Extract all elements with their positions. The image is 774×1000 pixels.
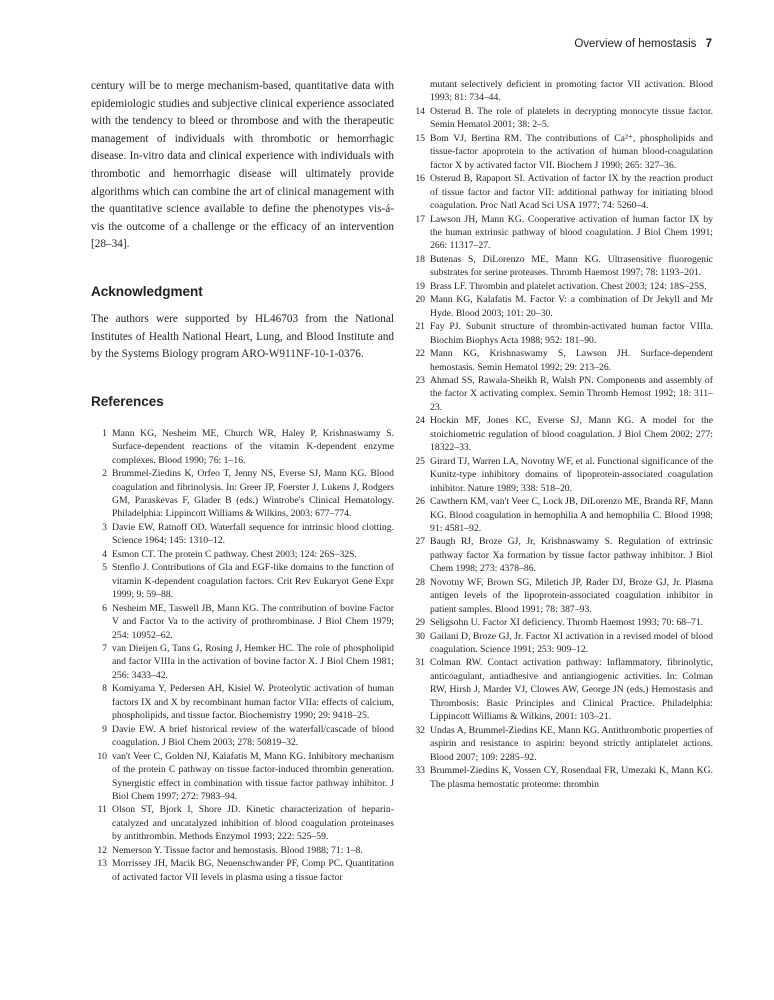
reference-text: Brummel-Ziedins K, Orfeo T, Jenny NS, Everse SJ, Mann KG. Blood coagulation and fibrinolysis. In: Greer JP, Foerster J, Lukens J, Rodgers GM, Paraskevas F, Glader B (eds.) Wintrobe's Clinical Hematology. Philadelphia: Lippincott Williams & Wilkins, 2003: 677–774. [112,468,394,520]
reference-text: Girard TJ, Warren LA, Novotny WF, et al. Functional significance of the Kunitz-type inhibitory domains of lipoprotein-associated coagulation inhibitor. Nature 1989; 338: 518–20. [430,455,713,494]
reference-number: 3 [102,521,107,533]
reference-text: Davie EW, Ratnoff OD. Waterfall sequence for intrinsic blood clotting. Science 1964; 145: 1310–12. [112,521,394,547]
reference-number: 16 [415,173,425,185]
reference-text: Esmon CT. The protein C pathway. Chest 2003; 124: 26S–32S. [112,548,357,560]
references-heading: References [91,393,164,409]
intro-paragraph: century will be to merge mechanism-based, quantitative data with epidemiologic studies and subjective clinical experience associated with the tendency to bleed or thrombose and with the therapeutic management of individuals with thrombotic or hemorrhagic disease. In-vitro data and clinical experience with individuals with thrombotic and hemorrhagic disease will ultimately provide algorithms which can combine the art of clinical management with the quantitative science available to define the phenotypes vis-á-vis the outcome of a challenge or the efficacy of an intervention [28–34]. [91,80,394,251]
reference-item [91,682,394,722]
reference-number: 28 [415,576,425,588]
reference-item [91,548,394,561]
reference-text: Cawthern KM, van't Veer C, Lock JB, DiLorenzo ME, Branda RF, Mann KG. Blood coagulation in hemophilia A and hemophilia C. Blood 1998; 91: 4581–92. [430,496,713,534]
reference-text: Davie EW. A brief historical review of the waterfall/cascade of blood coagulation. J Biol Chem 2003; 278: 50819–32. [112,723,394,749]
reference-number: 22 [415,348,425,360]
reference-item [91,521,394,548]
reference-item [410,724,713,764]
reference-item [410,630,713,657]
reference-text: Brass LF. Thrombin and platelet activation. Chest 2003; 124: 18S–25S. [430,280,707,292]
left-column [91,78,394,884]
reference-number: 24 [415,415,425,427]
reference-text: Morrissey JH, Macik BG, Neuenschwander PF, Comp PC. Quantitation of activated factor VII levels in plasma using a tissue factor [112,858,394,883]
reference-item [410,764,713,791]
reference-text: Osterud B, Rapaport SI. Activation of factor IX by the reaction product of tissue factor and factor VII: additional pathway for initiating blood coagulation. Proc Natl Acad Sci USA 1977; 74: 5260–4. [430,173,713,212]
reference-text: Butenas S, DiLorenzo ME, Mann KG. Ultrasensitive fluorogenic substrates for serine proteases. Thromb Haemost 1997; 78: 1193–201. [430,253,713,279]
reference-text: Lawson JH, Mann KG. Cooperative activation of human factor IX by the human extrinsic pathway of blood coagulation. J Biol Chem 1991; 266: 11317–27. [430,213,713,252]
reference-number: 18 [415,253,425,265]
reference-text: Bom VJ, Bertina RM. The contributions of Ca²⁺, phospholipids and tissue-factor apoprotein to the activation of human blood-coagulation factor X by activated factor VII. Biochem J 1990; 265: 327–36. [430,132,713,171]
reference-number: 10 [97,750,107,762]
right-column [410,78,713,791]
reference-text: Osterud B. The role of platelets in decrypting monocyte tissue factor. Semin Hematol 2001; 38: 2–5. [430,105,713,131]
reference-text: Nesheim ME, Taswell JB, Mann KG. The contribution of bovine Factor V and Factor Va to the activity of prothrombinase. J Biol Chem 1979; 254: 10952–62. [112,602,394,641]
reference-item [410,320,713,347]
reference-item [410,616,713,629]
reference-item [410,293,713,320]
reference-item [91,844,394,857]
references-list-right [410,105,713,791]
reference-text: Colman RW. Contact activation pathway: Inflammatory, fibrinolytic, anticoagulant, antiadhesive and antiangiogenic activities. In: Colman RW, Hirsh J, Marder VJ, Clowes AW, George JN (eds.) Hemostasis and Thrombosis: Basic Principles and Clinical Practice. Philadelphia: Lippincott Williams & Wilkins, 2001: 103–21. [430,657,713,723]
reference-text: Mann KG, Kalafatis M. Factor V: a combination of Dr Jekyll and Mr Hyde. Blood 2003; 101: 20–30. [430,294,713,319]
reference-text: van Dieijen G, Tans G, Rosing J, Hemker HC. The role of phospholipid and factor VIIIa in the activation of bovine factor X. J Biol Chem 1981; 256: 3433–42. [112,642,394,681]
reference-item [410,455,713,495]
reference-number: 27 [415,536,425,548]
reference-item [410,280,713,293]
reference-text: Baugh RJ, Broze GJ, Jr, Krishnaswamy S. Regulation of extrinsic pathway factor Xa formation by tissue factor pathway inhibitor. J Biol Chem 1998; 273: 4378–86. [430,536,713,575]
reference-number: 31 [415,657,425,669]
reference-item [410,213,713,253]
reference-text: Gailani D, Broze GJ, Jr. Factor XI activation in a revised model of blood coagulation. Science 1991; 253: 909–12. [430,630,713,656]
reference-number: 8 [102,683,107,695]
reference-number: 5 [102,562,107,574]
reference-text: Brummel-Ziedins K, Vossen CY, Rosendaal FR, Umezaki K, Mann KG. The plasma hemostatic proteome: thrombin [430,765,713,790]
reference-text: Undas A, Brummel-Ziedins KE, Mann KG. Antithrombotic properties of aspirin and resistance to aspirin: beyond strictly antiplatelet actions. Blood 2007; 109: 2285–92. [430,724,713,763]
reference-number: 33 [415,765,425,777]
reference-item [410,414,713,454]
reference-number: 14 [415,105,425,117]
reference-number: 4 [102,548,107,560]
reference-item [410,656,713,723]
reference-text: van't Veer C, Golden NJ, Kalafatis M, Mann KG. Inhibitory mechanism of the protein C pathway on tissue factor-induced thrombin generation. Synergistic effect in combination with tissue factor pathway inhibitor. J Biol Chem 1997; 272: 7983–94. [112,750,394,802]
reference-number: 11 [97,804,107,816]
reference-item [410,347,713,374]
reference-number: 19 [415,280,425,292]
reference-item [410,535,713,575]
reference-number: 20 [415,294,425,306]
running-header-title: Overview of hemostasis [574,38,697,50]
reference-text: Seligsohn U. Factor XI deficiency. Thromb Haemost 1993; 70: 68–71. [430,617,704,629]
reference-text: Fay PJ. Subunit structure of thrombin-activated human factor VIIIa. Biochim Biophys Acta 1988; 952: 181–90. [430,321,713,346]
reference-number: 23 [415,374,425,386]
reference-item [91,467,394,521]
reference-number: 12 [97,844,107,856]
reference-number: 26 [415,496,425,508]
reference-number: 29 [415,617,425,629]
reference-text: Stenflo J. Contributions of Gla and EGF-like domains to the function of vitamin K-dependent coagulation factors. Crit Rev Eukaryot Gene Expr 1999; 9: 59–88. [112,562,394,601]
reference-text: Ahmad SS, Rawala-Sheikh R, Walsh PN. Components and assembly of the factor X activating complex. Semin Thromb Hemost 1992; 18: 311–23. [430,374,713,413]
references-list-left [91,427,394,884]
reference-item [91,723,394,750]
reference-text: Hockin MF, Jones KC, Everse SJ, Mann KG. A model for the stoichiometric regulation of blood coagulation. J Biol Chem 2002; 277: 18322–33. [430,415,713,454]
reference-number: 7 [102,642,107,654]
acknowledgment-heading: Acknowledgment [91,283,203,299]
reference-number: 30 [415,630,425,642]
reference-number: 6 [102,602,107,614]
reference-text: Komiyama Y, Pedersen AH, Kisiel W. Proteolytic activation of human factors IX and X by recombinant human factor VIIa: effects of calcium, phospholipids, and tissue factor. Biochemistry 1990; 29: 9418–25. [112,683,394,722]
reference-text: Novotny WF, Brown SG, Miletich JP, Rader DJ, Broze GJ, Jr. Plasma antigen levels of the lipoprotein-associated coagulation inhibitor in patient samples. Blood 1991; 78: 387–93. [430,576,713,615]
reference-text: Mann KG, Krishnaswamy S, Lawson JH. Surface-dependent hemostasis. Semin Hematol 1992; 29: 213–26. [430,348,713,373]
reference-text: Mann KG, Nesheim ME, Church WR, Haley P, Krishnaswamy S. Surface-dependent reactions of the vitamin K-dependent enzyme complexes. Blood 1990; 76: 1–16. [112,427,394,466]
reference-number: 13 [97,858,107,870]
reference-item [91,602,394,642]
reference-number: 15 [415,132,425,144]
reference-number: 9 [102,723,107,735]
reference-number: 17 [415,213,425,225]
reference-item [410,576,713,616]
reference-item [91,561,394,601]
reference-number: 1 [102,427,107,439]
reference-item [410,132,713,172]
reference-item [91,857,394,884]
reference-number: 32 [415,724,425,736]
reference-continuation-text: mutant selectively deficient in promoting factor VII activation. Blood 1993; 81: 734–44. [430,79,713,104]
acknowledgment-text: The authors were supported by HL46703 from the National Institutes of Health National Heart, Lung, and Blood Institute and by the Systems Biology program ARO-W911NF-10-1-0376. [91,312,394,361]
reference-number: 2 [102,468,107,480]
reference-item [91,750,394,804]
reference-item [410,495,713,535]
reference-item [91,803,394,843]
reference-item [91,642,394,682]
reference-item [410,172,713,212]
reference-text: Nemerson Y. Tissue factor and hemostasis. Blood 1988; 71: 1–8. [112,844,363,856]
reference-item [91,427,394,467]
page-number: 7 [705,38,712,50]
reference-item [410,253,713,280]
reference-item [410,374,713,414]
reference-item [410,105,713,132]
reference-continuation [410,78,713,105]
reference-number: 21 [415,321,425,333]
reference-number: 25 [415,455,425,467]
reference-text: Olson ST, Bjork I, Shore JD. Kinetic characterization of heparin-catalyzed and uncatalyzed inhibition of blood coagulation proteinases by antithrombin. Methods Enzymol 1993; 222: 525–59. [112,804,394,843]
running-header [574,38,712,50]
